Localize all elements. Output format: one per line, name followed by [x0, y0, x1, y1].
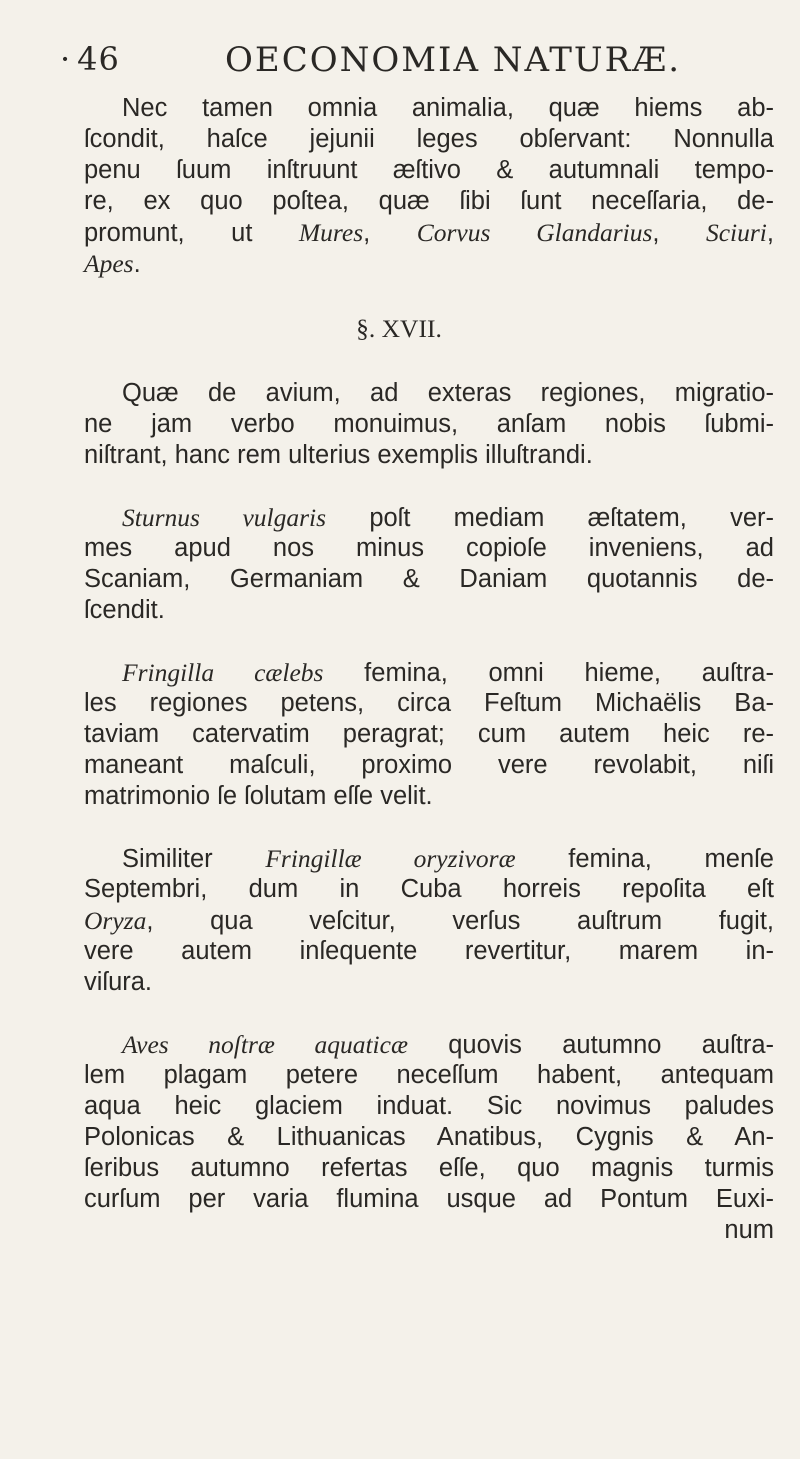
text-run: quovis autumno auſtra- [407, 1031, 774, 1059]
text-line [84, 502, 774, 533]
running-head: OECONOMIA NATURÆ. [225, 40, 682, 80]
text-run: , [652, 219, 706, 247]
page-number: · 46 [60, 40, 120, 78]
text-run: , [766, 219, 774, 247]
genus-name: Mures [298, 218, 364, 247]
paragraph [84, 93, 774, 279]
text-run: femina, menſe [515, 845, 774, 873]
body-text [84, 93, 774, 1246]
text-line: matrimonio ſe ſolutam eſſe velit. [84, 782, 433, 810]
text-line: ne jam verbo monuimus, anſam nobis ſubmi- [84, 410, 774, 438]
text-line [84, 248, 774, 279]
genus-name: Apes [84, 249, 134, 278]
text-line: Scaniam, Germaniam & Daniam quotannis de- [84, 565, 774, 593]
paragraph [84, 657, 774, 812]
species-name: Oryza [84, 906, 147, 935]
text-run: Similiter [122, 845, 266, 873]
text-run: femina, omni hieme, auſtra- [323, 659, 774, 687]
page-header [60, 40, 760, 90]
text-line: Quæ de avium, ad exteras regiones, migratio- [122, 379, 774, 407]
species-name: Aves noſtræ aquaticæ [122, 1030, 408, 1059]
text-line: ſcendit. [84, 596, 165, 624]
text-line: taviam catervatim peragrat; cum autem heic re- [84, 720, 774, 748]
page-number-value: 46 [77, 40, 120, 78]
text-line: mes apud nos minus copioſe inveniens, ad [84, 534, 774, 562]
text-line: niſtrant, hanc rem ulterius exemplis illuſtrandi. [84, 441, 593, 469]
text-line: maneant maſculi, proximo vere revolabit, niſi [84, 751, 774, 779]
paragraph [84, 378, 774, 471]
section-heading: §. XVII. [356, 314, 442, 343]
text-line: Nec tamen omnia animalia, quæ hiems ab- [122, 94, 774, 122]
text-run: promunt, ut [84, 219, 299, 247]
text-line: aqua heic glaciem induat. Sic novimus paludes [84, 1092, 774, 1120]
text-line [84, 657, 774, 688]
text-run: , [363, 219, 417, 247]
text-line: Polonicas & Lithuanicas Anatibus, Cygnis & An- [84, 1123, 774, 1151]
text-line: vere autem inſequente revertitur, marem in- [84, 937, 774, 965]
species-name: Fringilla cælebs [122, 658, 324, 687]
genus-name: Corvus Glandarius [416, 218, 653, 247]
paragraph [84, 843, 774, 998]
catchword: num [724, 1216, 774, 1244]
paragraph [84, 502, 774, 626]
species-name: Fringillæ oryzivoræ [265, 844, 516, 873]
text-line [84, 905, 774, 936]
text-run: . [133, 250, 141, 278]
text-line: Septembri, dum in Cuba horreis repoſita eſt [84, 875, 774, 903]
species-name: Sturnus vulgaris [122, 503, 327, 532]
text-line [84, 217, 774, 248]
text-line: re, ex quo poſtea, quæ ſibi ſunt neceſſaria, de- [84, 187, 774, 215]
text-line: lem plagam petere neceſſum habent, antequam [84, 1061, 774, 1089]
text-line: penu ſuum inſtruunt æſtivo & autumnali tempo- [84, 156, 774, 184]
text-line: curſum per varia flumina usque ad Pontum Euxi- [84, 1185, 774, 1213]
text-line [84, 843, 774, 874]
text-line [84, 1029, 774, 1060]
text-line: les regiones petens, circa Feſtum Michaëlis Ba- [84, 689, 774, 717]
text-run: poſt mediam æſtatem, ver- [326, 504, 774, 532]
genus-name: Sciuri [705, 218, 767, 247]
text-run: , qua veſcitur, verſus auſtrum fugit, [146, 907, 774, 935]
text-line: viſura. [84, 968, 153, 996]
text-line: ſcondit, haſce jejunii leges obſervant: Nonnulla [84, 125, 774, 153]
paragraph [84, 1029, 774, 1246]
text-line: ſeribus autumno refertas eſſe, quo magnis turmis [84, 1154, 774, 1182]
